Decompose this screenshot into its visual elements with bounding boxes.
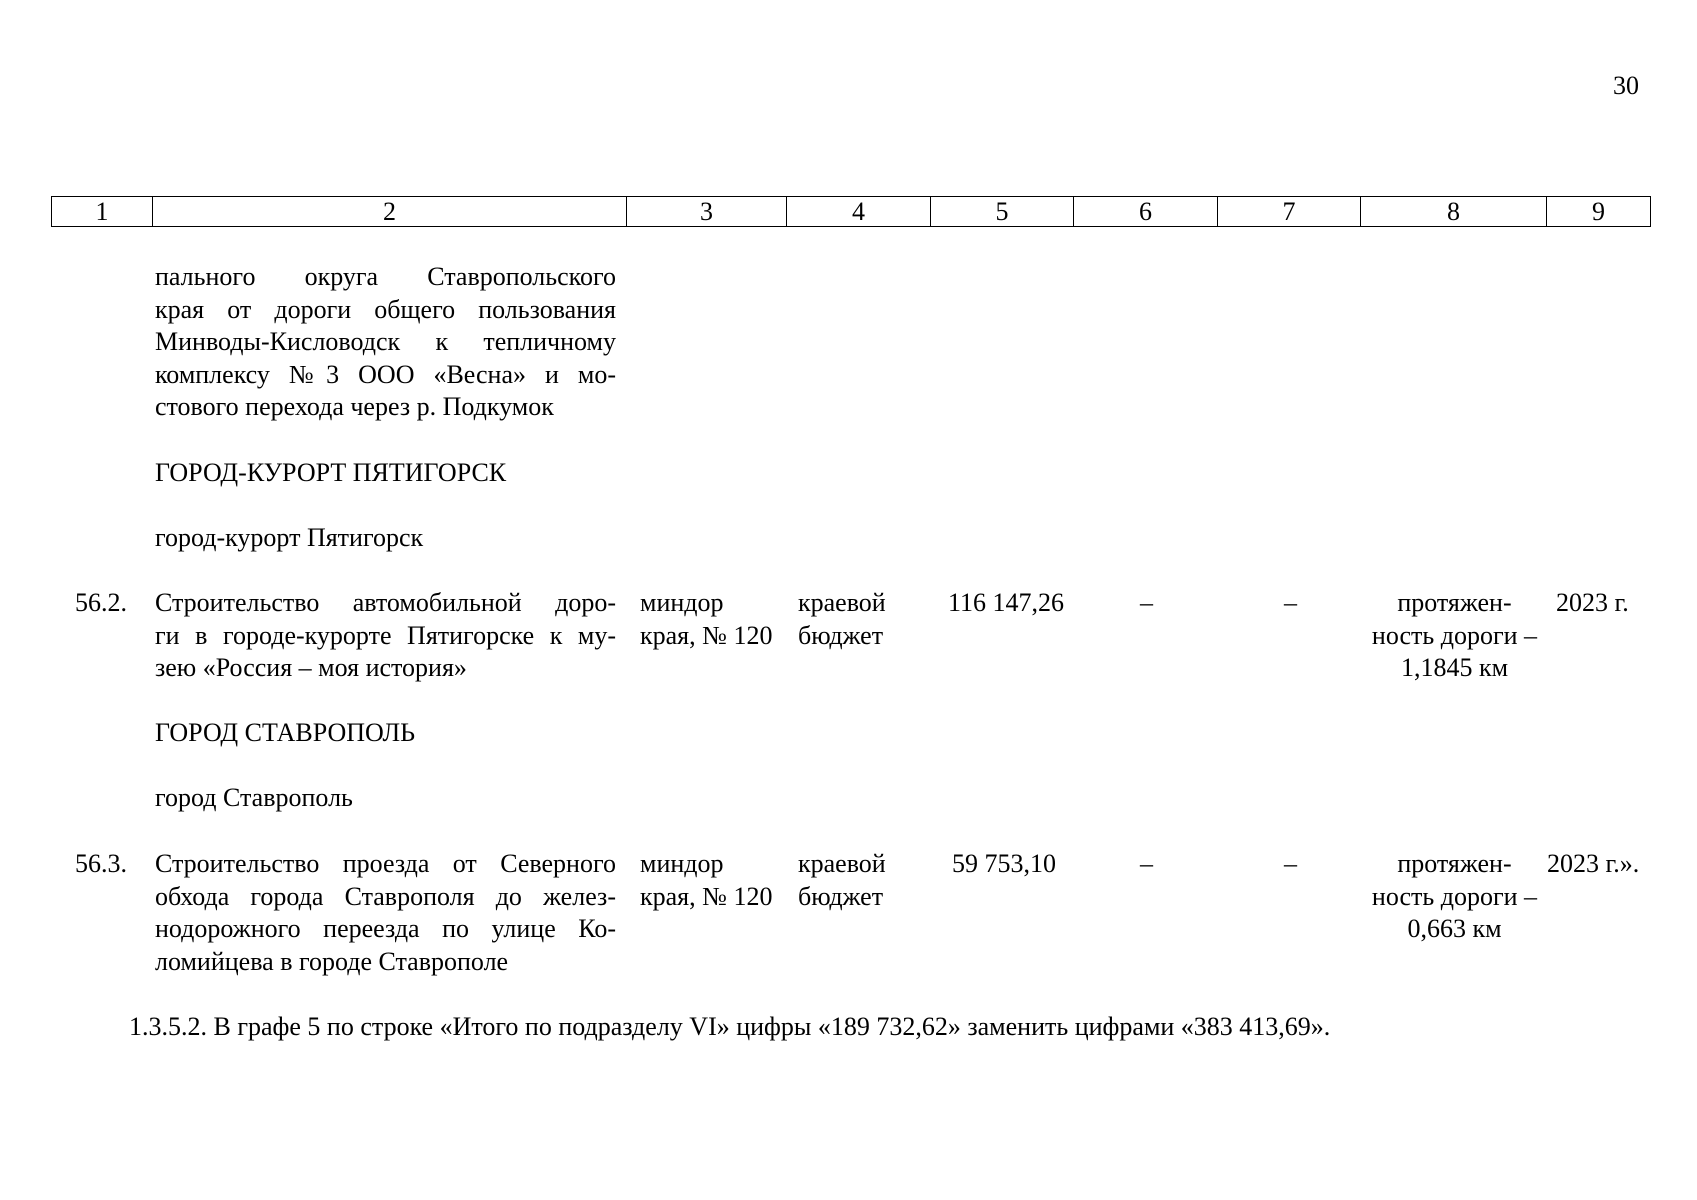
year-value: 2023 г.».	[1547, 849, 1640, 878]
column-6-dash: –	[1140, 588, 1153, 617]
text-line: пального округа Ставропольского	[155, 262, 616, 291]
column-7-dash: –	[1284, 849, 1297, 878]
row-name	[155, 587, 616, 685]
year-value: 2023 г.	[1556, 588, 1629, 617]
executor-line2: края, № 120	[640, 882, 773, 911]
column-7-dash: –	[1284, 588, 1297, 617]
text-line: обхода города Ставрополя до желез-	[155, 881, 616, 911]
column-number-5: 5	[931, 197, 1074, 227]
amendment-note: 1.3.5.2. В графе 5 по строке «Итого по подразделу VI» цифры «189 732,62» заменить цифрами «383 413,69».	[129, 1012, 1331, 1041]
text-line: Минводы-Кисловодск к тепличному	[155, 327, 616, 356]
column-number-7: 7	[1218, 197, 1361, 227]
column-6-dash: –	[1140, 849, 1153, 878]
page-number: 30	[1613, 71, 1639, 100]
column-number-6: 6	[1074, 197, 1218, 227]
text-line: комплексу №3 ООО «Весна» и мо-	[155, 359, 616, 389]
text-line: протяжен-	[1397, 588, 1512, 617]
funding-line1: краевой	[798, 588, 886, 617]
text-line: ломийцева в городе Ставрополе	[155, 946, 509, 976]
funding-line1: краевой	[798, 849, 886, 878]
column-number-1: 1	[52, 197, 153, 227]
funding-line2: бюджет	[798, 882, 884, 911]
section-subheading: город Ставрополь	[155, 783, 353, 812]
result-indicator	[1358, 587, 1551, 685]
column-number-8: 8	[1361, 197, 1547, 227]
column-number-3: 3	[627, 197, 787, 227]
section-subheading: город-курорт Пятигорск	[155, 523, 424, 552]
text-line: ность дороги –	[1371, 881, 1538, 911]
funding-line2: бюджет	[798, 621, 884, 650]
text-line: протяжен-	[1397, 849, 1512, 878]
text-line: 0,663 км	[1407, 914, 1502, 943]
text-line: нодорожного переезда по улице Ко-	[155, 914, 616, 943]
amount-value: 59 753,10	[952, 849, 1056, 878]
column-number-9: 9	[1547, 197, 1651, 227]
executor-line1: миндор	[640, 849, 724, 878]
section-heading: ГОРОД-КУРОРТ ПЯТИГОРСК	[155, 458, 507, 487]
text-line: стового перехода через р. Подкумок	[155, 392, 554, 421]
column-number-header	[51, 196, 1651, 227]
amount-value: 116 147,26	[948, 588, 1065, 617]
text-line: ность дороги –	[1371, 620, 1538, 650]
text-line: 1,1845 км	[1400, 653, 1509, 682]
executor-line2: края, № 120	[640, 621, 773, 650]
continuation-text	[155, 261, 616, 424]
row-name	[155, 848, 616, 978]
text-line: Строительство автомобильной доро-	[155, 588, 616, 617]
text-line: края от дороги общего пользования	[155, 294, 616, 324]
text-line: зею «Россия – моя история»	[155, 653, 467, 682]
text-line: Строительство проезда от Северного	[155, 849, 616, 878]
result-indicator	[1358, 848, 1551, 946]
section-heading: ГОРОД СТАВРОПОЛЬ	[155, 718, 416, 747]
executor-line1: миндор	[640, 588, 724, 617]
row-number: 56.2.	[75, 588, 127, 617]
text-line: ги в городе-курорте Пятигорске к му-	[155, 620, 616, 650]
row-number: 56.3.	[75, 849, 127, 878]
column-number-4: 4	[787, 197, 931, 227]
column-number-2: 2	[153, 197, 627, 227]
